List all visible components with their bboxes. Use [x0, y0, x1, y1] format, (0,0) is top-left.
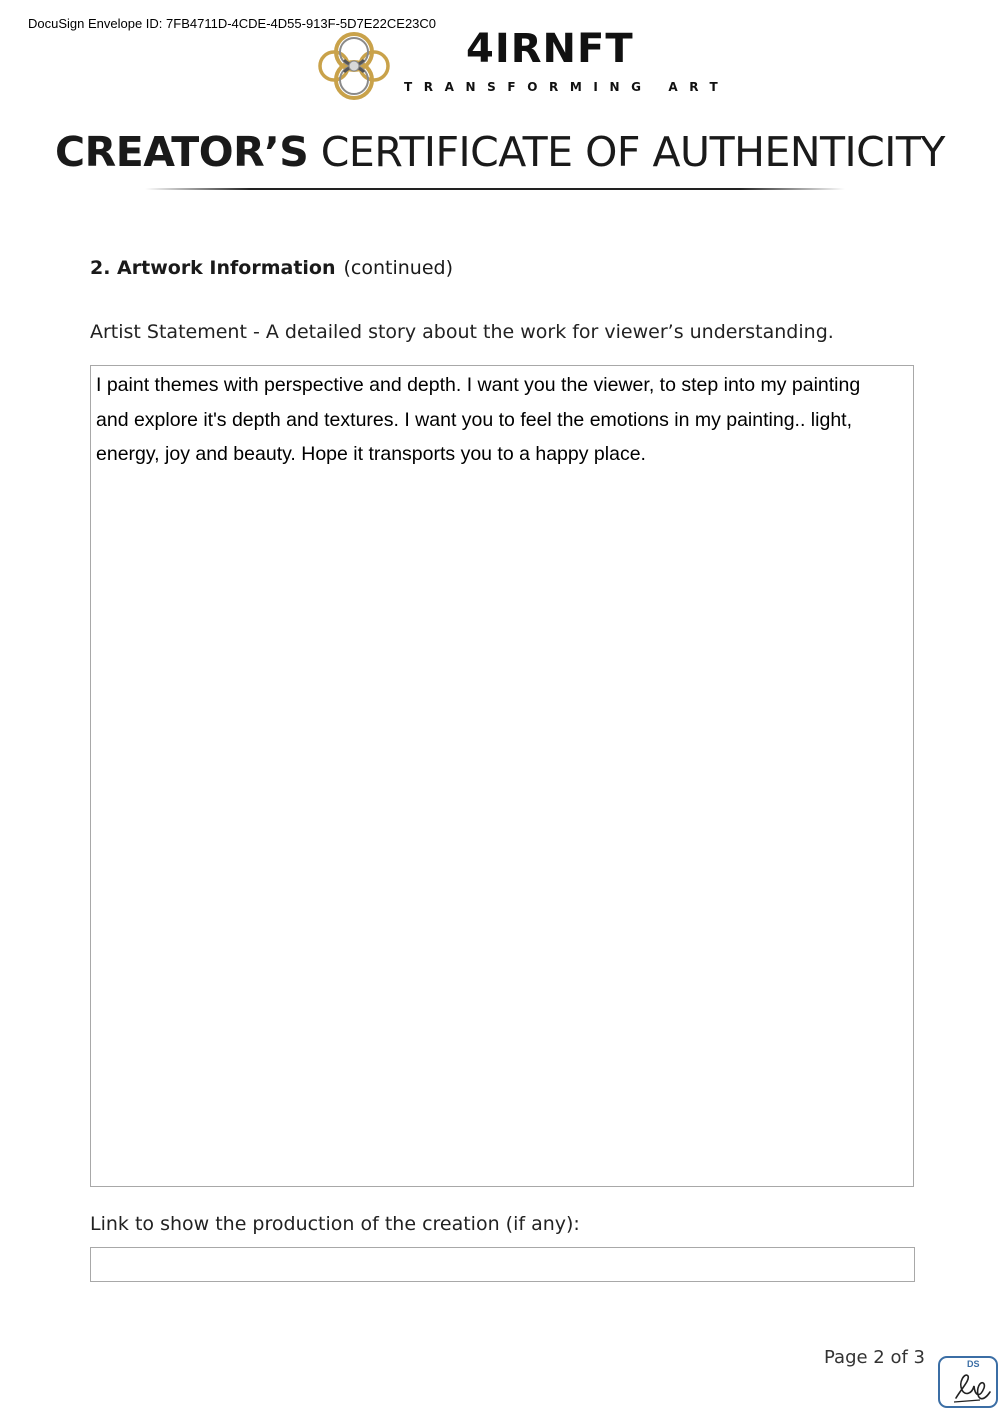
page-number: Page 2 of 3: [824, 1347, 925, 1368]
production-link-field[interactable]: [90, 1247, 915, 1282]
statement-line: and explore it's depth and textures. I want you to feel the emotions in my painting.. light,: [96, 408, 852, 431]
section-continued: (continued): [343, 257, 454, 279]
brand-tagline: TRANSFORMING ART: [404, 80, 730, 94]
artist-statement-text: [96, 368, 896, 472]
statement-line: I paint themes with perspective and depth. I want you the viewer, to step into my painting: [96, 374, 861, 396]
artist-statement-field[interactable]: [90, 365, 914, 1187]
brand-name: 4IRNFT: [466, 26, 634, 72]
docusign-initials-stamp: [938, 1356, 998, 1408]
section-title: 2. Artwork Information: [90, 257, 336, 279]
section-heading: [90, 257, 453, 279]
title-divider: [145, 188, 845, 190]
signature-icon: [950, 1368, 996, 1406]
title-light: CERTIFICATE OF AUTHENTICITY: [320, 128, 945, 176]
artist-statement-label: Artist Statement - A detailed story about the work for viewer’s understanding.: [90, 321, 834, 343]
certificate-title: [0, 128, 1000, 176]
statement-line: energy, joy and beauty. Hope it transports you to a happy place.: [96, 443, 646, 465]
brand-logo-icon: [314, 30, 394, 102]
production-link-label: Link to show the production of the creation (if any):: [90, 1213, 580, 1235]
title-bold: CREATOR’S: [55, 128, 309, 176]
initials-tag: DS: [967, 1359, 980, 1369]
docusign-envelope-id: DocuSign Envelope ID: 7FB4711D-4CDE-4D55-913F-5D7E22CE23C0: [28, 16, 437, 31]
